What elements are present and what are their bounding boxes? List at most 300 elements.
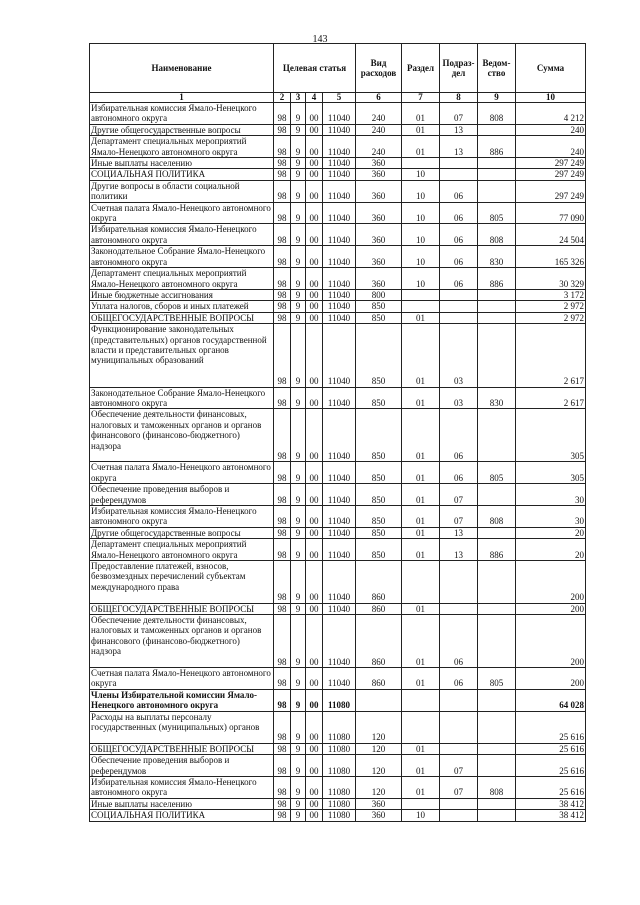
cell-direction: 00 <box>306 484 323 506</box>
table-row <box>90 246 586 268</box>
column-number: 5 <box>323 93 356 103</box>
cell-direction: 00 <box>306 560 323 603</box>
cell-article-code: 11080 <box>323 711 356 743</box>
cell-direction: 00 <box>306 810 323 821</box>
table-row <box>90 158 586 169</box>
cell-article-code: 11040 <box>323 312 356 323</box>
row-name: Иные выплаты населению <box>90 158 274 169</box>
cell-sum: 305 <box>516 462 586 484</box>
cell-department <box>478 312 516 323</box>
cell-sum: 30 329 <box>516 268 586 290</box>
cell-department <box>478 603 516 614</box>
cell-section: 10 <box>402 810 440 821</box>
cell-subsection: 13 <box>440 136 478 158</box>
column-number: 8 <box>440 93 478 103</box>
cell-program: 98 <box>274 539 291 561</box>
cell-direction: 00 <box>306 743 323 754</box>
cell-sum: 25 616 <box>516 755 586 777</box>
row-name: Обеспечение проведения выборов и референдумов <box>90 484 274 506</box>
cell-article-code: 11040 <box>323 614 356 667</box>
row-name: СОЦИАЛЬНАЯ ПОЛИТИКА <box>90 810 274 821</box>
cell-article-code: 11040 <box>323 180 356 202</box>
cell-direction: 00 <box>306 527 323 538</box>
table-row <box>90 614 586 667</box>
cell-expense-type: 360 <box>356 180 402 202</box>
header-department: Ведом-ство <box>478 44 516 93</box>
cell-department <box>478 810 516 821</box>
cell-sum: 2 617 <box>516 324 586 387</box>
cell-subsection <box>440 289 478 300</box>
cell-expense-type: 850 <box>356 324 402 387</box>
row-name: Счетная палата Ямало-Ненецкого автономного округа <box>90 667 274 689</box>
cell-expense-type: 850 <box>356 462 402 484</box>
cell-department <box>478 289 516 300</box>
cell-article-code: 11040 <box>323 246 356 268</box>
cell-article-code: 11040 <box>323 124 356 135</box>
cell-section: 10 <box>402 169 440 180</box>
table-row <box>90 527 586 538</box>
cell-article-code: 11040 <box>323 603 356 614</box>
table-row <box>90 560 586 603</box>
cell-section: 01 <box>402 755 440 777</box>
cell-direction: 00 <box>306 603 323 614</box>
table-row <box>90 777 586 799</box>
cell-subsection: 06 <box>440 614 478 667</box>
cell-program: 98 <box>274 667 291 689</box>
cell-subsection: 06 <box>440 202 478 224</box>
row-name: Избирательная комиссия Ямало-Ненецкого автономного округа <box>90 777 274 799</box>
cell-article-code: 11080 <box>323 798 356 809</box>
cell-subprogram: 9 <box>291 603 306 614</box>
cell-direction: 00 <box>306 539 323 561</box>
row-name: Избирательная комиссия Ямало-Ненецкого автономного округа <box>90 103 274 125</box>
cell-section <box>402 560 440 603</box>
cell-subprogram: 9 <box>291 169 306 180</box>
table-row <box>90 124 586 135</box>
column-number: 6 <box>356 93 402 103</box>
cell-sum: 64 028 <box>516 689 586 711</box>
cell-department <box>478 798 516 809</box>
cell-article-code: 11040 <box>323 505 356 527</box>
cell-sum: 2 972 <box>516 301 586 312</box>
cell-sum: 200 <box>516 614 586 667</box>
cell-expense-type: 360 <box>356 246 402 268</box>
budget-table <box>89 43 586 822</box>
cell-direction: 00 <box>306 409 323 462</box>
cell-expense-type: 860 <box>356 603 402 614</box>
cell-subsection <box>440 312 478 323</box>
cell-sum: 4 212 <box>516 103 586 125</box>
cell-expense-type: 360 <box>356 798 402 809</box>
cell-expense-type: 240 <box>356 136 402 158</box>
header-name: Наименование <box>90 44 274 93</box>
cell-direction: 00 <box>306 169 323 180</box>
row-name: Департамент специальных мероприятий Ямало-Ненецкого автономного округа <box>90 136 274 158</box>
table-row <box>90 312 586 323</box>
cell-department: 886 <box>478 268 516 290</box>
cell-program: 98 <box>274 202 291 224</box>
cell-subsection: 13 <box>440 539 478 561</box>
cell-sum: 38 412 <box>516 798 586 809</box>
page-number: 143 <box>312 34 328 45</box>
cell-expense-type: 360 <box>356 158 402 169</box>
cell-section: 01 <box>402 136 440 158</box>
table-row <box>90 224 586 246</box>
cell-section <box>402 711 440 743</box>
row-name: Избирательная комиссия Ямало-Ненецкого автономного округа <box>90 224 274 246</box>
cell-department <box>478 560 516 603</box>
cell-subprogram: 9 <box>291 158 306 169</box>
row-name: Другие вопросы в области социальной политики <box>90 180 274 202</box>
row-name: Избирательная комиссия Ямало-Ненецкого автономного округа <box>90 505 274 527</box>
cell-subprogram: 9 <box>291 409 306 462</box>
column-number: 7 <box>402 93 440 103</box>
cell-sum: 297 249 <box>516 180 586 202</box>
cell-subsection: 06 <box>440 462 478 484</box>
cell-section: 01 <box>402 462 440 484</box>
cell-article-code: 11040 <box>323 202 356 224</box>
cell-subprogram: 9 <box>291 103 306 125</box>
cell-direction: 00 <box>306 755 323 777</box>
row-name: Законодательное Собрание Ямало-Ненецкого автономного округа <box>90 387 274 409</box>
cell-expense-type: 360 <box>356 169 402 180</box>
cell-direction: 00 <box>306 711 323 743</box>
cell-section <box>402 289 440 300</box>
cell-subsection <box>440 711 478 743</box>
column-number: 3 <box>291 93 306 103</box>
cell-subsection: 07 <box>440 777 478 799</box>
cell-section: 01 <box>402 539 440 561</box>
cell-expense-type: 850 <box>356 505 402 527</box>
cell-department: 830 <box>478 387 516 409</box>
cell-article-code: 11040 <box>323 268 356 290</box>
cell-subprogram: 9 <box>291 202 306 224</box>
cell-section <box>402 798 440 809</box>
table-body <box>90 103 586 822</box>
cell-subprogram: 9 <box>291 124 306 135</box>
cell-subprogram: 9 <box>291 689 306 711</box>
table-row <box>90 755 586 777</box>
cell-article-code: 11080 <box>323 755 356 777</box>
cell-subprogram: 9 <box>291 505 306 527</box>
cell-section: 01 <box>402 484 440 506</box>
cell-expense-type: 850 <box>356 484 402 506</box>
cell-section: 01 <box>402 667 440 689</box>
cell-expense-type: 850 <box>356 409 402 462</box>
row-name: Департамент специальных мероприятий Ямало-Ненецкого автономного округа <box>90 539 274 561</box>
cell-article-code: 11080 <box>323 777 356 799</box>
cell-program: 98 <box>274 462 291 484</box>
cell-subsection: 06 <box>440 224 478 246</box>
row-name: Предоставление платежей, взносов, безвозмездных перечислений субъектам международного права <box>90 560 274 603</box>
column-number-row <box>90 93 586 103</box>
table-row <box>90 667 586 689</box>
cell-department: 886 <box>478 136 516 158</box>
cell-article-code: 11040 <box>323 103 356 125</box>
cell-subsection: 06 <box>440 409 478 462</box>
cell-subprogram: 9 <box>291 324 306 387</box>
cell-direction: 00 <box>306 202 323 224</box>
cell-program: 98 <box>274 484 291 506</box>
cell-expense-type: 860 <box>356 560 402 603</box>
cell-subsection: 06 <box>440 180 478 202</box>
cell-section: 01 <box>402 527 440 538</box>
cell-department: 805 <box>478 462 516 484</box>
cell-section: 01 <box>402 312 440 323</box>
cell-expense-type: 240 <box>356 124 402 135</box>
header-sum: Сумма <box>516 44 586 93</box>
cell-subprogram: 9 <box>291 777 306 799</box>
cell-department <box>478 689 516 711</box>
cell-article-code: 11040 <box>323 527 356 538</box>
row-name: ОБЩЕГОСУДАРСТВЕННЫЕ ВОПРОСЫ <box>90 312 274 323</box>
cell-expense-type: 850 <box>356 312 402 323</box>
cell-section: 01 <box>402 324 440 387</box>
cell-subprogram: 9 <box>291 755 306 777</box>
table-row <box>90 603 586 614</box>
cell-sum: 165 326 <box>516 246 586 268</box>
cell-subsection <box>440 798 478 809</box>
cell-section: 01 <box>402 387 440 409</box>
cell-subsection: 07 <box>440 505 478 527</box>
row-name: Члены Избирательной комиссии Ямало-Ненецкого автономного округа <box>90 689 274 711</box>
cell-direction: 00 <box>306 614 323 667</box>
cell-section: 01 <box>402 743 440 754</box>
cell-program: 98 <box>274 224 291 246</box>
cell-subsection <box>440 689 478 711</box>
cell-direction: 00 <box>306 777 323 799</box>
cell-program: 98 <box>274 169 291 180</box>
cell-subsection: 07 <box>440 755 478 777</box>
cell-program: 98 <box>274 387 291 409</box>
cell-direction: 00 <box>306 224 323 246</box>
cell-expense-type: 120 <box>356 743 402 754</box>
cell-section: 01 <box>402 603 440 614</box>
cell-sum: 200 <box>516 667 586 689</box>
cell-department <box>478 711 516 743</box>
cell-direction: 00 <box>306 268 323 290</box>
cell-section: 01 <box>402 103 440 125</box>
cell-section: 01 <box>402 505 440 527</box>
cell-article-code: 11040 <box>323 539 356 561</box>
row-name: Обеспечение проведения выборов и референдумов <box>90 755 274 777</box>
cell-subsection: 03 <box>440 387 478 409</box>
cell-department <box>478 324 516 387</box>
cell-program: 98 <box>274 689 291 711</box>
cell-subsection <box>440 743 478 754</box>
table-row <box>90 743 586 754</box>
row-name: Уплата налогов, сборов и иных платежей <box>90 301 274 312</box>
cell-sum: 77 090 <box>516 202 586 224</box>
cell-sum: 240 <box>516 136 586 158</box>
cell-direction: 00 <box>306 158 323 169</box>
cell-direction: 00 <box>306 798 323 809</box>
cell-subsection <box>440 169 478 180</box>
cell-program: 98 <box>274 312 291 323</box>
cell-sum: 305 <box>516 409 586 462</box>
cell-department <box>478 527 516 538</box>
cell-subsection <box>440 810 478 821</box>
cell-subprogram: 9 <box>291 301 306 312</box>
cell-direction: 00 <box>306 124 323 135</box>
row-name: Счетная палата Ямало-Ненецкого автономного округа <box>90 202 274 224</box>
cell-direction: 00 <box>306 462 323 484</box>
cell-expense-type: 860 <box>356 667 402 689</box>
cell-subprogram: 9 <box>291 312 306 323</box>
row-name: Счетная палата Ямало-Ненецкого автономного округа <box>90 462 274 484</box>
cell-direction: 00 <box>306 136 323 158</box>
table-row <box>90 798 586 809</box>
cell-section <box>402 301 440 312</box>
cell-subprogram: 9 <box>291 614 306 667</box>
cell-article-code: 11040 <box>323 484 356 506</box>
cell-section <box>402 689 440 711</box>
cell-program: 98 <box>274 289 291 300</box>
cell-sum: 200 <box>516 603 586 614</box>
cell-subsection: 13 <box>440 124 478 135</box>
cell-department: 805 <box>478 202 516 224</box>
cell-expense-type: 240 <box>356 103 402 125</box>
cell-subsection: 07 <box>440 103 478 125</box>
table-row <box>90 268 586 290</box>
row-name: Другие общегосударственные вопросы <box>90 527 274 538</box>
cell-subprogram: 9 <box>291 268 306 290</box>
cell-subprogram: 9 <box>291 180 306 202</box>
table-row <box>90 169 586 180</box>
cell-article-code: 11040 <box>323 289 356 300</box>
cell-expense-type: 120 <box>356 777 402 799</box>
cell-article-code: 11040 <box>323 387 356 409</box>
cell-article-code: 11040 <box>323 301 356 312</box>
cell-department: 808 <box>478 505 516 527</box>
table-row <box>90 301 586 312</box>
row-name: Иные выплаты населению <box>90 798 274 809</box>
cell-sum: 20 <box>516 527 586 538</box>
row-name: СОЦИАЛЬНАЯ ПОЛИТИКА <box>90 169 274 180</box>
header-expense-type: Вид расходов <box>356 44 402 93</box>
cell-expense-type: 850 <box>356 527 402 538</box>
cell-article-code: 11040 <box>323 169 356 180</box>
cell-article-code: 11040 <box>323 324 356 387</box>
cell-program: 98 <box>274 301 291 312</box>
cell-direction: 00 <box>306 103 323 125</box>
header-target-article: Целевая статья <box>274 44 356 93</box>
cell-program: 98 <box>274 246 291 268</box>
column-number: 4 <box>306 93 323 103</box>
cell-direction: 00 <box>306 246 323 268</box>
cell-direction: 00 <box>306 301 323 312</box>
row-name: Обеспечение деятельности финансовых, налоговых и таможенных органов и органов финансового (финансово-бюджетного) надзора <box>90 614 274 667</box>
cell-sum: 24 504 <box>516 224 586 246</box>
cell-sum: 297 249 <box>516 169 586 180</box>
cell-subsection <box>440 158 478 169</box>
cell-department: 808 <box>478 103 516 125</box>
cell-department <box>478 755 516 777</box>
cell-subprogram: 9 <box>291 246 306 268</box>
table-row <box>90 711 586 743</box>
cell-sum: 38 412 <box>516 810 586 821</box>
header-subsection: Подраз-дел <box>440 44 478 93</box>
cell-subsection: 13 <box>440 527 478 538</box>
cell-subsection: 06 <box>440 268 478 290</box>
cell-section: 10 <box>402 180 440 202</box>
table-row <box>90 324 586 387</box>
cell-expense-type: 850 <box>356 387 402 409</box>
cell-subprogram: 9 <box>291 136 306 158</box>
cell-expense-type: 800 <box>356 289 402 300</box>
table-row <box>90 505 586 527</box>
cell-program: 98 <box>274 505 291 527</box>
cell-expense-type: 860 <box>356 614 402 667</box>
cell-article-code: 11040 <box>323 409 356 462</box>
row-name: ОБЩЕГОСУДАРСТВЕННЫЕ ВОПРОСЫ <box>90 603 274 614</box>
cell-article-code: 11040 <box>323 136 356 158</box>
header-section: Раздел <box>402 44 440 93</box>
cell-subsection <box>440 301 478 312</box>
cell-expense-type: 360 <box>356 224 402 246</box>
cell-subprogram: 9 <box>291 798 306 809</box>
cell-sum: 2 617 <box>516 387 586 409</box>
cell-direction: 00 <box>306 505 323 527</box>
cell-section: 01 <box>402 409 440 462</box>
cell-section: 10 <box>402 268 440 290</box>
cell-department <box>478 124 516 135</box>
cell-subsection: 03 <box>440 324 478 387</box>
cell-department: 830 <box>478 246 516 268</box>
cell-article-code: 11040 <box>323 158 356 169</box>
table-row <box>90 462 586 484</box>
cell-article-code: 11040 <box>323 667 356 689</box>
cell-section: 01 <box>402 614 440 667</box>
table-row <box>90 289 586 300</box>
cell-subsection: 06 <box>440 246 478 268</box>
cell-program: 98 <box>274 324 291 387</box>
cell-subprogram: 9 <box>291 224 306 246</box>
cell-article-code: 11080 <box>323 743 356 754</box>
cell-expense-type: 360 <box>356 810 402 821</box>
cell-subprogram: 9 <box>291 387 306 409</box>
cell-subprogram: 9 <box>291 560 306 603</box>
cell-sum: 30 <box>516 505 586 527</box>
table-row <box>90 409 586 462</box>
cell-subsection <box>440 603 478 614</box>
cell-expense-type: 850 <box>356 301 402 312</box>
column-number: 10 <box>516 93 586 103</box>
row-name: Департамент специальных мероприятий Ямало-Ненецкого автономного округа <box>90 268 274 290</box>
cell-department: 808 <box>478 777 516 799</box>
cell-program: 98 <box>274 614 291 667</box>
table-row <box>90 202 586 224</box>
cell-program: 98 <box>274 777 291 799</box>
cell-expense-type: 850 <box>356 539 402 561</box>
cell-program: 98 <box>274 268 291 290</box>
cell-subprogram: 9 <box>291 810 306 821</box>
cell-department <box>478 180 516 202</box>
cell-program: 98 <box>274 743 291 754</box>
cell-department: 808 <box>478 224 516 246</box>
table-row <box>90 136 586 158</box>
column-number: 1 <box>90 93 274 103</box>
table-row <box>90 103 586 125</box>
cell-expense-type: 120 <box>356 755 402 777</box>
cell-sum: 30 <box>516 484 586 506</box>
cell-program: 98 <box>274 136 291 158</box>
cell-article-code: 11080 <box>323 689 356 711</box>
cell-direction: 00 <box>306 387 323 409</box>
table-row <box>90 539 586 561</box>
cell-section <box>402 158 440 169</box>
cell-subsection: 06 <box>440 667 478 689</box>
